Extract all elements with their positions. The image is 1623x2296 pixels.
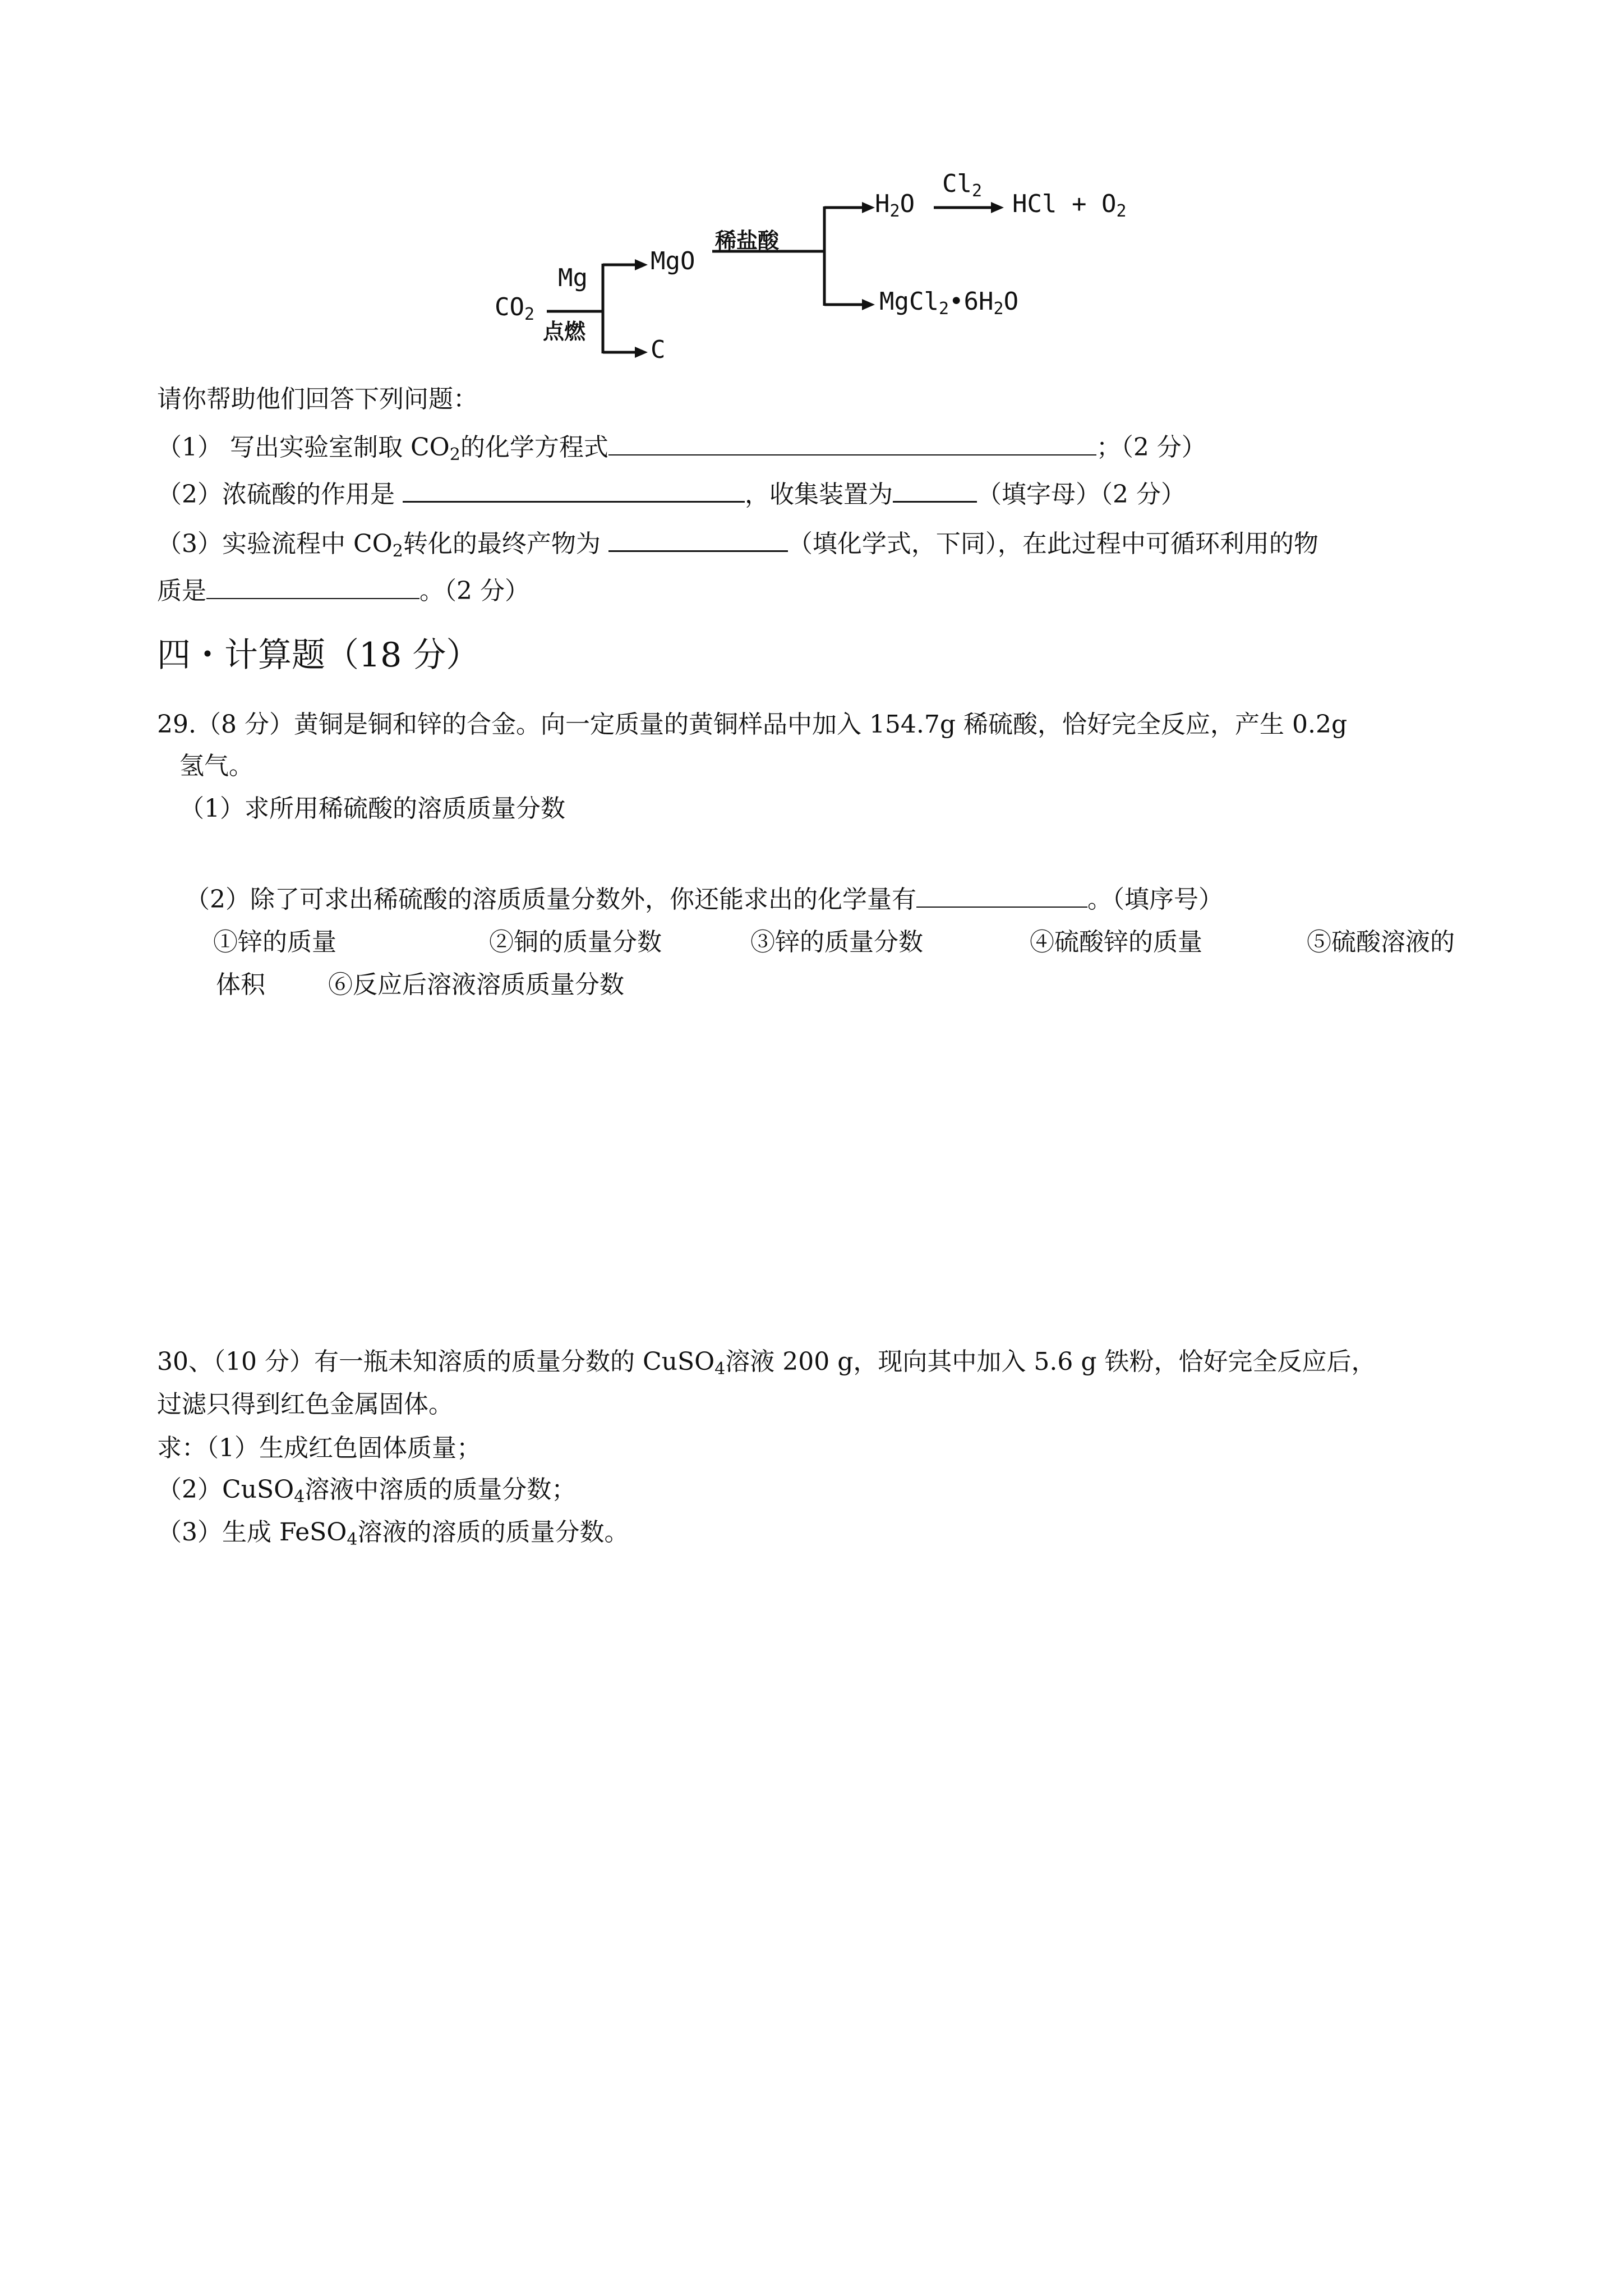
q2-tail: （填字母）（2 分） — [977, 480, 1186, 509]
p29-option-5-cont: 体积 — [216, 970, 265, 999]
diagram-arrows — [0, 0, 1623, 393]
q3-answer-blank-2[interactable] — [206, 576, 419, 599]
problem-29-sub-1: （1）求所用稀硫酸的溶质质量分数 — [179, 794, 565, 823]
q1-text-b: 的化学方程式 — [460, 433, 608, 462]
p29-sub2-tail: 。（填序号） — [1087, 885, 1223, 914]
q3-line2-text: 质是 — [157, 577, 206, 605]
reagent-ignite-label: 点燃 — [543, 319, 586, 344]
mgcl2-text: MgCl — [879, 287, 939, 316]
hcl-o2-label — [1012, 190, 1127, 221]
q1-tail: ；（2 分） — [1096, 433, 1206, 462]
co2-subscript: 2 — [524, 305, 535, 324]
h2o-subscript: 2 — [889, 201, 900, 221]
acid-label: 稀盐酸 — [715, 228, 780, 253]
p29-answer-blank[interactable] — [916, 884, 1087, 908]
p30-ask2-text-a: （2）CuSO — [157, 1475, 294, 1504]
problem-29-line-2: 氢气。 — [179, 752, 253, 780]
p30-line1-text-a: 30、（10 分）有一瓶未知溶质的质量分数的 CuSO — [157, 1347, 715, 1376]
p29-option-4: ④硫酸锌的质量 — [1030, 928, 1202, 956]
mgcl2-subscript-2: 2 — [993, 299, 1004, 319]
q1-text-a: 写出实验室制取 CO — [230, 433, 450, 462]
q2-text-a: 浓硫酸的作用是 — [222, 480, 395, 509]
problem-30-line-2: 过滤只得到红色金属固体。 — [157, 1390, 453, 1419]
o2-subscript: 2 — [1116, 201, 1127, 221]
p29-option-5: ⑤硫酸溶液的 — [1307, 928, 1455, 956]
section-4-heading: 四・计算题（18 分） — [157, 636, 480, 675]
reagent-mg-label: Mg — [558, 264, 588, 292]
co2-label — [495, 293, 535, 324]
p30-ask3-text-b: 溶液的溶质的质量分数。 — [357, 1518, 629, 1547]
cl2-subscript: 2 — [971, 181, 983, 201]
q3-answer-blank-1[interactable] — [608, 528, 788, 552]
h2o-tail: O — [900, 190, 915, 218]
problem-30-ask-3 — [157, 1516, 629, 1549]
mgo-label: MgO — [651, 247, 695, 275]
p30-line1-subscript: 4 — [714, 1359, 726, 1379]
q3-subscript: 2 — [392, 541, 403, 561]
co2-text: CO — [495, 293, 524, 321]
q3-text-a: 实验流程中 CO — [222, 530, 393, 558]
p30-ask2-subscript: 4 — [294, 1487, 305, 1507]
p30-ask3-subscript: 4 — [347, 1530, 358, 1549]
question-3 — [157, 527, 1318, 561]
question-3-line-2 — [157, 574, 529, 608]
p29-option-6: ⑥反应后溶液溶质质量分数 — [328, 970, 624, 999]
cl2-label — [942, 169, 983, 201]
c-label: C — [651, 335, 666, 364]
q3-line2-tail: 。（2 分） — [419, 577, 529, 605]
hcl-o2-text: HCl + O — [1012, 190, 1117, 218]
mgcl2-hydrate: •6H — [949, 287, 994, 316]
q3-text-b: 转化的最终产物为 — [403, 530, 601, 558]
q3-tail: （填化学式，下同），在此过程中可循环利用的物 — [787, 530, 1318, 558]
p29-option-1: ①锌的质量 — [213, 928, 336, 956]
q2-answer-blank-1[interactable] — [403, 478, 745, 503]
p29-sub2-text: （2）除了可求出稀硫酸的溶质质量分数外，你还能求出的化学量有 — [185, 885, 916, 914]
mgcl2-end: O — [1003, 287, 1019, 316]
mgcl2-subscript: 2 — [938, 299, 949, 319]
question-1 — [157, 431, 1206, 464]
cl2-text: Cl — [942, 169, 972, 198]
h2o-label — [875, 190, 915, 221]
q2-number: （2） — [157, 480, 222, 509]
h2o-text: H — [875, 190, 890, 218]
q2-answer-blank-2[interactable] — [893, 478, 977, 503]
problem-30-ask-2 — [157, 1473, 576, 1507]
question-2 — [157, 478, 1186, 512]
p29-option-2: ②铜的质量分数 — [489, 928, 662, 956]
problem-30-ask-1: 求：（1）生成红色固体质量； — [157, 1434, 481, 1462]
q3-number: （3） — [157, 530, 222, 558]
q1-number: （1） — [157, 433, 222, 462]
q1-answer-blank[interactable] — [608, 432, 1096, 455]
mgcl2-label — [879, 287, 1019, 319]
p30-ask2-text-b: 溶液中溶质的质量分数； — [305, 1475, 577, 1504]
intro-text: 请你帮助他们回答下列问题： — [157, 385, 478, 413]
p30-line1-text-b: 溶液 200 g，现向其中加入 5.6 g 铁粉，恰好完全反应后， — [725, 1347, 1376, 1376]
problem-30-line-1 — [157, 1345, 1376, 1379]
problem-29-sub-2 — [185, 883, 1223, 917]
p30-ask3-text-a: （3）生成 FeSO — [157, 1518, 347, 1547]
p29-option-3: ③锌的质量分数 — [750, 928, 923, 956]
problem-29-line-1: 29.（8 分）黄铜是铜和锌的合金。向一定质量的黄铜样品中加入 154.7g 稀硫酸，恰好完全反应，产生 0.2g — [157, 710, 1348, 739]
q1-subscript: 2 — [449, 445, 460, 464]
q2-text-b: ，收集装置为 — [745, 480, 893, 509]
